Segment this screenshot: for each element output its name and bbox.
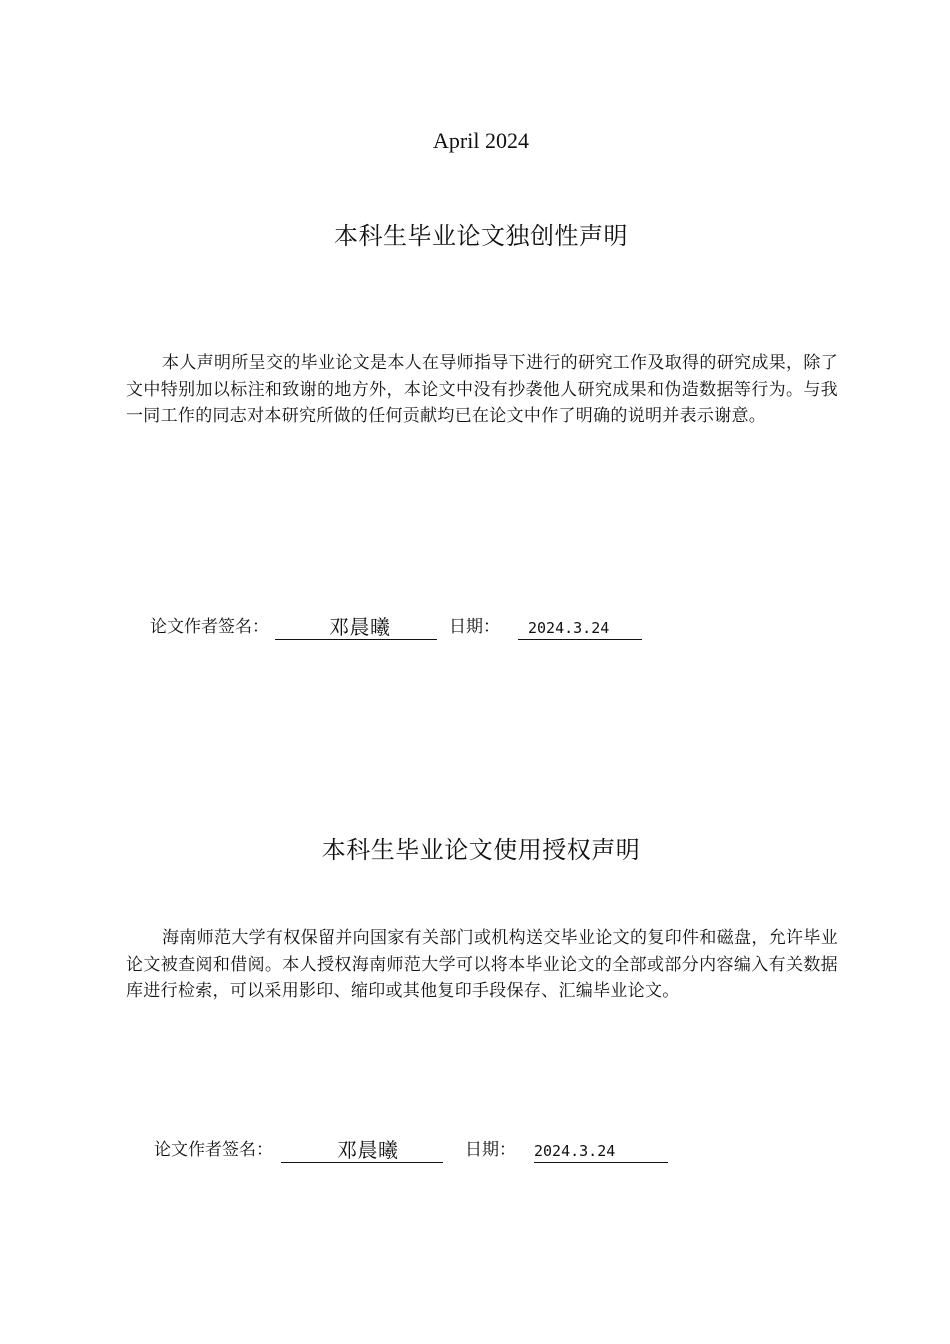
author-signature: 邓晨曦 [337,1138,399,1162]
signature-label: 论文作者签名： [154,1140,273,1160]
signature-line [275,615,437,640]
authorization-signature-row [154,1137,668,1163]
author-signature: 邓晨曦 [329,615,391,639]
signature-label: 论文作者签名： [150,617,269,637]
authorization-statement-title: 本科生毕业论文使用授权声明 [321,836,641,864]
originality-statement-title: 本科生毕业论文独创性声明 [334,222,628,250]
date-label: 日期： [465,1140,516,1160]
date-label: 日期： [449,617,500,637]
signature-line [281,1138,443,1163]
originality-statement-body: 本人声明所呈交的毕业论文是本人在导师指导下进行的研究工作及取得的研究成果，除了文中特别加以标注和致谢的地方外，本论文中没有抄袭他人研究成果和伪造数据等行为。与我一同工作的同志对本研究所做的任何贡献均已在论文中作了明确的说明并表示谢意。 [126,353,838,426]
signature-date: 2024.3.24 [534,1139,668,1163]
originality-signature-row [150,614,642,640]
authorization-statement-body: 海南师范大学有权保留并向国家有关部门或机构送交毕业论文的复印件和磁盘，允许毕业论文被查阅和借阅。本人授权海南师范大学可以将本毕业论文的全部或部分内容编入有关数据库进行检索，可以采用影印、缩印或其他复印手段保存、汇编毕业论文。 [126,928,838,1001]
header-date: April 2024 [433,128,529,153]
signature-date: 2024.3.24 [518,616,642,640]
